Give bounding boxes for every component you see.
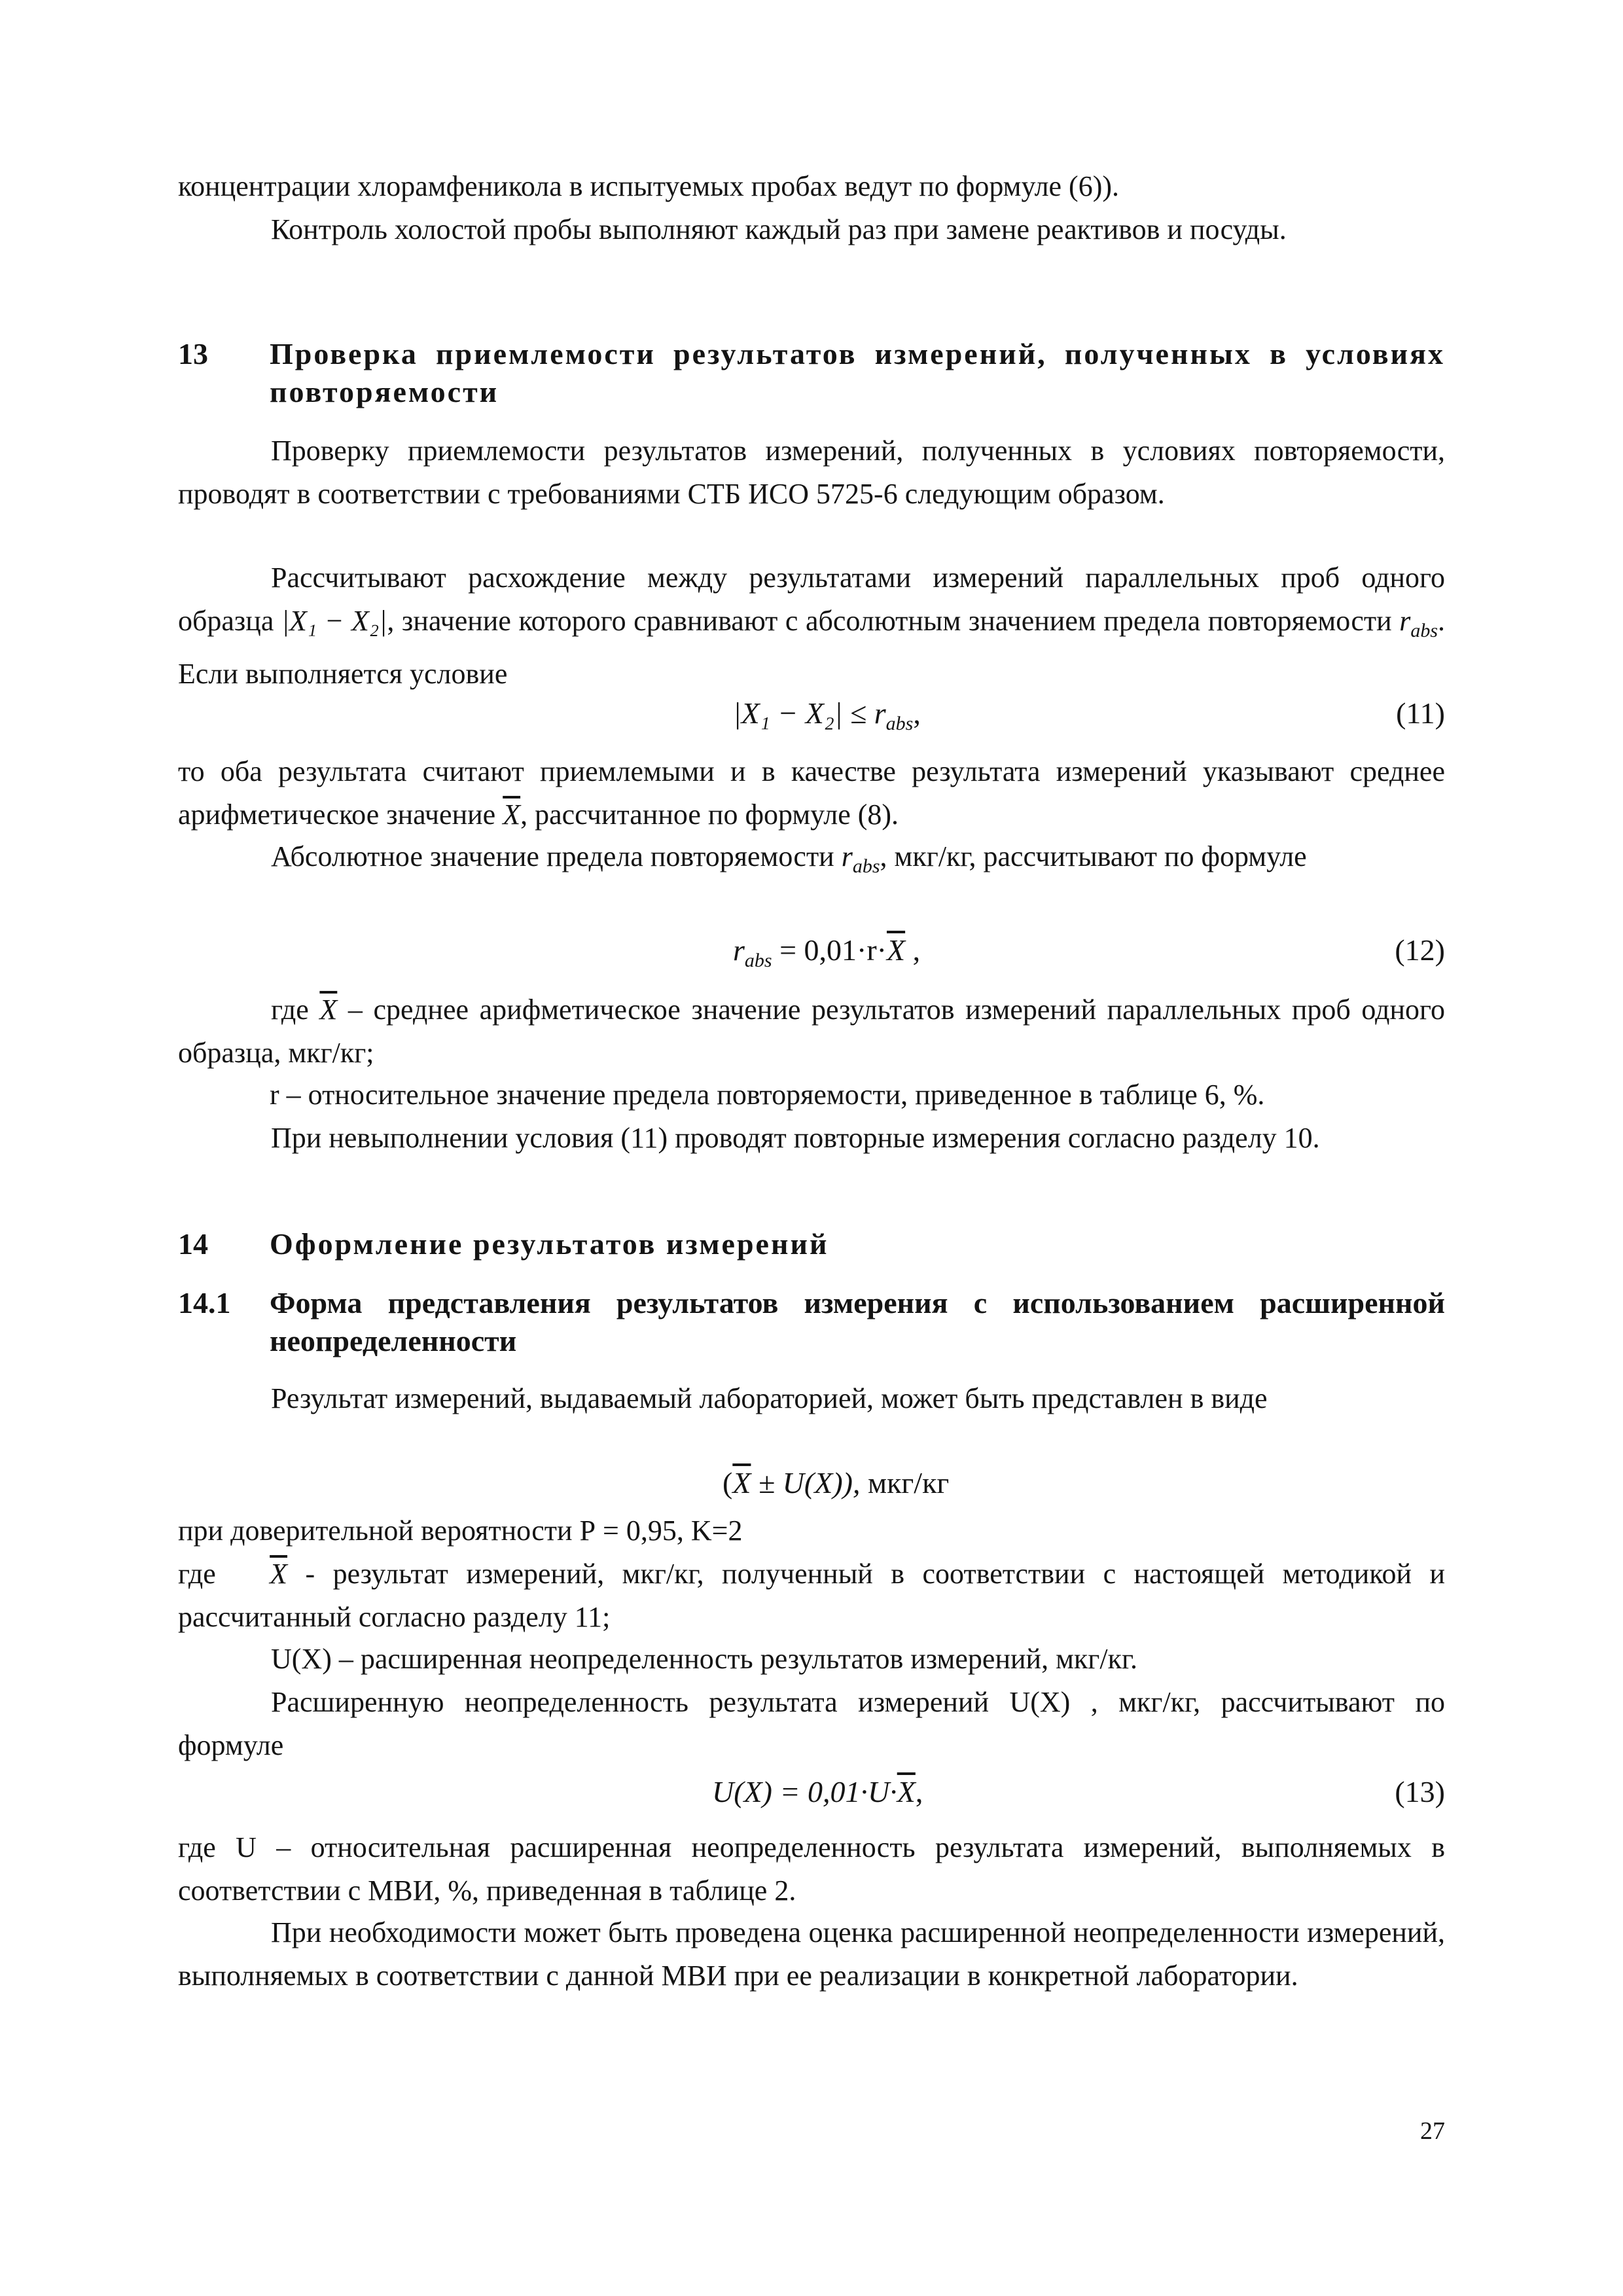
paragraph-s13-2: Рассчитывают расхождение между результатами измерений параллельных проб одного образца |X₁ − X₂|, значение которого сравнивают с абсолютным значением предела повторяемости $r_{abs}$. Если выполняется условие bbox=[178, 562, 1446, 690]
where-xbar: где $\overline{X}$ – среднее арифметическое значение результатов измерений параллельных проб одного образца, мкг/кг; bbox=[178, 994, 1445, 1069]
difference-expression: |X₁ − X₂| bbox=[281, 605, 387, 637]
formula-12-number: (12) bbox=[1395, 933, 1445, 967]
page-number: 27 bbox=[1420, 2117, 1445, 2145]
section-13-number: 13 bbox=[178, 337, 208, 370]
section-14-number: 14 bbox=[178, 1227, 208, 1261]
where-ux: U(X) – расширенная неопределенность результатов измерений, мкг/кг. bbox=[271, 1643, 1138, 1675]
formula-13-number: (13) bbox=[1395, 1775, 1445, 1808]
section-14-1-title: Форма представления результатов измерения с использованием расширенной неопределенности bbox=[270, 1286, 1445, 1357]
section-13-title: Проверка приемлемости результатов измерений, полученных в условиях повторяемости bbox=[270, 337, 1445, 408]
paragraph-s13-1: Проверку приемлемости результатов измерений, полученных в условиях повторяемости, проводят в соответствии с требованиями СТБ ИСО 5725-6 следующим образом. bbox=[178, 435, 1445, 510]
formula-result: $(\overline{X} \pm U(X))$, мкг/кг bbox=[722, 1466, 950, 1499]
formula-11-number: (11) bbox=[1396, 696, 1445, 730]
paragraph-control: Контроль холостой пробы выполняют каждый раз при замене реактивов и посуды. bbox=[271, 213, 1287, 245]
where-u: где U – относительная расширенная неопределенность результата измерений, выполняемых в соответствии с МВИ, %, приведенная в таблице 2. bbox=[178, 1831, 1445, 1907]
where-xbar-result: где $\overline{X}$ - результат измерений, мкг/кг, полученный в соответствии с настоящей методикой и рассчитанный согласно разделу 11; bbox=[178, 1558, 1445, 1633]
section-14-1-number: 14.1 bbox=[178, 1286, 231, 1319]
formula-11: $|X_1 - X_2| \le r_{abs}$, bbox=[733, 696, 921, 734]
paragraph-s14-1: Результат измерений, выдаваемый лабораторией, может быть представлен в виде bbox=[271, 1382, 1268, 1414]
paragraph-continuation: концентрации хлорамфеникола в испытуемых пробах ведут по формуле (6)). bbox=[178, 170, 1120, 202]
formula-13: $U(X) = 0,01\cdot U\cdot\overline{X}$, bbox=[712, 1775, 923, 1808]
paragraph-s13-3: то оба результата считают приемлемыми и в качестве результата измерений указывают среднее арифметическое значение $\overline{X}$, рассчитанное по формуле (8). bbox=[178, 755, 1445, 831]
paragraph-s13-5: При невыполнении условия (11) проводят повторные измерения согласно разделу 10. bbox=[271, 1122, 1320, 1154]
section-14-title: Оформление результатов измерений bbox=[270, 1227, 829, 1261]
mean-x-symbol: $\overline{X}$ bbox=[503, 798, 521, 831]
paragraph-s14-3: Расширенную неопределенность результата измерений U(X) , мкг/кг, рассчитывают по формуле bbox=[178, 1686, 1445, 1761]
formula-12: $r_{abs} = 0,01\cdot r\cdot\overline{X}$ , bbox=[733, 933, 921, 971]
paragraph-s14-2: при доверительной вероятности Р = 0,95, K=2 bbox=[178, 1515, 743, 1547]
where-r: r – относительное значение предела повторяемости, приведенное в таблице 6, %. bbox=[270, 1079, 1265, 1111]
paragraph-s14-4: При необходимости может быть проведена оценка расширенной неопределенности измерений, выполняемых в соответствии с данной МВИ при ее реализации в конкретной лаборатории. bbox=[178, 1916, 1445, 1992]
paragraph-s13-4: Абсолютное значение предела повторяемости $r_{abs}$, мкг/кг, рассчитывают по формуле bbox=[271, 840, 1307, 877]
